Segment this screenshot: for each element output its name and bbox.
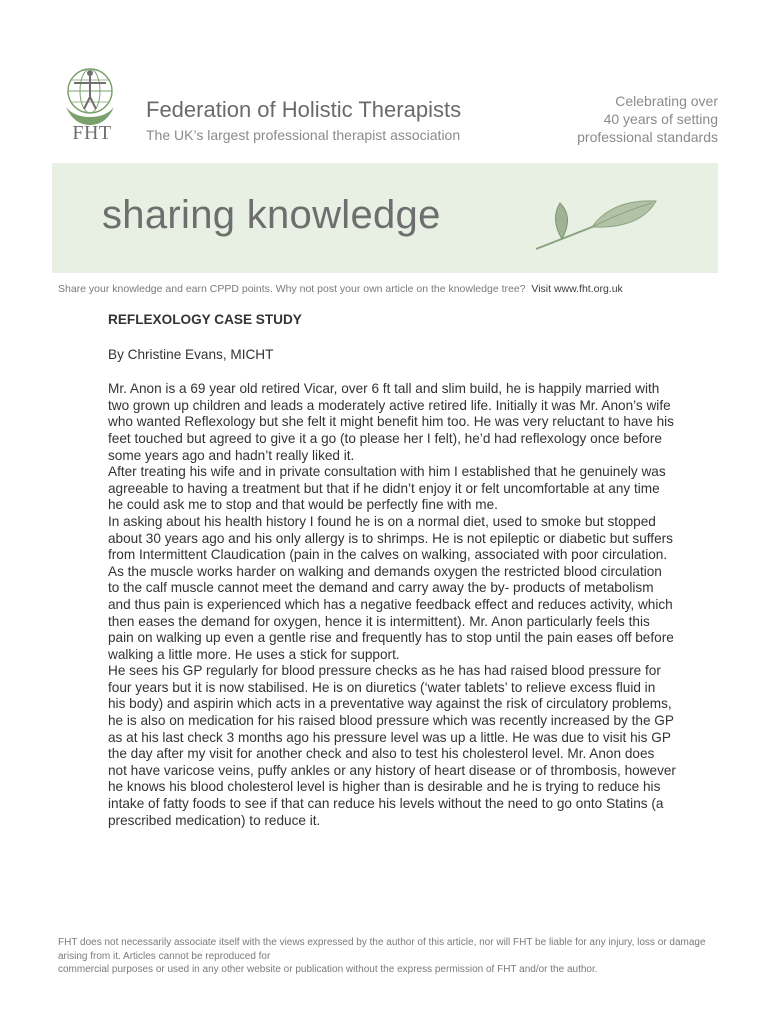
article-byline: By Christine Evans, MICHT: [108, 346, 274, 362]
celebrating-line: professional standards: [577, 129, 718, 145]
article-paragraph: In asking about his health history I found he is on a normal diet, used to smoke but stopped about 30 years ago and his only allergy is to shrimps. He is not epileptic or diabetic but suffers from Intermittent Claudication (pain in the calves on walking, associated with poor circulation. As the muscle works harder on walking and demands oxygen the restricted blood circulation to the calf muscle cannot meet the demand and carry away the by- products of metabolism and thus pain is experienced which has a negative feedback effect and reduces activity, which then eases the demand for oxygen, hence it is intermittent). Mr. Anon particularly feels this pain on walking up even a gentle rise and frequently has to stop until the pain eases off before walking a little more. He uses a stick for support.: [108, 513, 674, 662]
disclaimer: [58, 936, 726, 977]
celebrating-note: [518, 92, 718, 146]
celebrating-line: 40 years of setting: [603, 111, 718, 127]
article-body: [108, 312, 676, 829]
share-knowledge-line: [58, 283, 718, 295]
article-paragraph: He sees his GP regularly for blood pressure checks as he has had raised blood pressure for four years but it is now stabilised. He is on diuretics (‘water tablets’ to relieve excess fluid in his body) and aspirin which acts in a preventative way against the risk of circulatory problems, he is also on medication for his raised blood pressure which was recently increased by the GP as at his last check 3 months ago his pressure level was up a little. He was due to visit his GP the day after my visit for another check and also to test his cholesterol level. Mr. Anon does not have varicose veins, puffy ankles or any history of heart disease or of thrombosis, however he knows his blood cholesterol level is higher than is desirable and he is trying to reduce his intake of fatty foods to see if that can reduce his levels without the need to go onto Statins (a prescribed medication) to reduce it.: [108, 663, 676, 828]
share-text: Share your knowledge and earn CPPD points. Why not post your own article on the knowledge tree?: [58, 283, 526, 295]
banner-title: sharing knowledge: [102, 193, 441, 237]
article-paragraph: Mr. Anon is a 69 year old retired Vicar, over 6 ft tall and slim build, he is happily married with two grown up children and leads a moderately active retired life. Initially it was Mr. Anon’s wife who wanted Reflexology but she felt it might benefit him too. He was very reluctant to have his feet touched but agreed to give it a go (to please her I felt), he’d had reflexology once before some years ago and hadn’t really liked it.: [108, 381, 674, 463]
logo-wordmark: FHT: [72, 122, 112, 144]
celebrating-line: Celebrating over: [615, 93, 718, 109]
disclaimer-line: commercial purposes or used in any other website or publication without the express permission of FHT and/or the author.: [58, 964, 598, 976]
sharing-knowledge-banner: [52, 163, 718, 273]
organization-tagline: The UK’s largest professional therapist association: [146, 127, 461, 143]
article-paragraph: After treating his wife and in private consultation with him I established that he genuinely was agreeable to having a treatment but that if he didn’t enjoy it or felt uncomfortable at any time he could ask me to stop and that would be perfectly fine with me.: [108, 464, 666, 513]
disclaimer-line: FHT does not necessarily associate itself with the views expressed by the author of this article, nor will FHT be liable for any injury, loss or damage arising from it. Articles cannot be reproduced for: [58, 937, 706, 962]
leaf-branch-icon: [532, 183, 662, 253]
organization-name: Federation of Holistic Therapists: [146, 97, 462, 122]
visit-website-link[interactable]: Visit www.fht.org.uk: [531, 283, 623, 295]
article-heading: REFLEXOLOGY CASE STUDY: [108, 312, 302, 327]
